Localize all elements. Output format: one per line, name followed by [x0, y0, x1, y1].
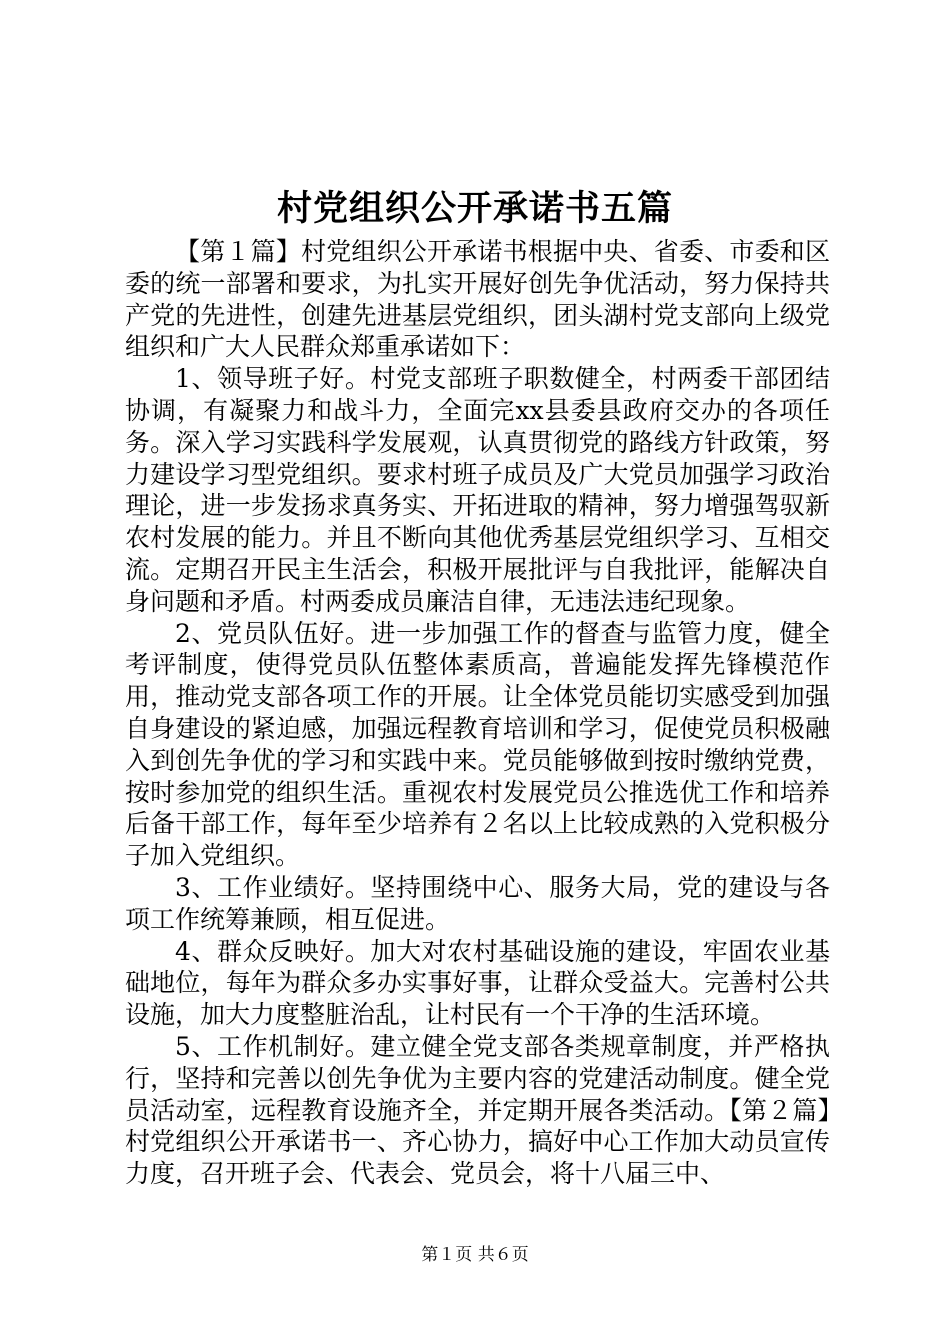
document-title: 村党组织公开承诺书五篇 [276, 188, 673, 229]
paragraph-item-3: 3、工作业绩好。坚持围绕中心、服务大局，党的建设与各项工作统筹兼顾，相互促进。 [125, 872, 830, 934]
paragraph-item-1: 1、领导班子好。村党支部班子职数健全，村两委干部团结协调，有凝聚力和战斗力，全面完xx县委县政府交办的各项任务。深入学习实践科学发展观，认真贯彻党的路线方针政策，努力建设学习型党组织。要求村班子成员及广大党员加强学习政治理论，进一步发扬求真务实、开拓进取的精神，努力增强驾驭新农村发展的能力。并且不断向其他优秀基层党组织学习、互相交流。定期召开民主生活会，积极开展批评与自我批评，能解决自身问题和矛盾。村两委成员廉洁自律，无违法违纪现象。 [125, 364, 830, 616]
paragraph-intro: 【第１篇】村党组织公开承诺书根据中央、省委、市委和区委的统一部署和要求，为扎实开展好创先争优活动，努力保持共产党的先进性，创建先进基层党组织，团头湖村党支部向上级党组织和广大人民群众郑重承诺如下： [125, 237, 830, 362]
paragraph-item-2: 2、党员队伍好。进一步加强工作的督查与监管力度，健全考评制度，使得党员队伍整体素质高，普遍能发挥先锋模范作用，推动党支部各项工作的开展。让全体党员能切实感受到加强自身建设的紧迫感，加强远程教育培训和学习，促使党员积极融入到创先争优的学习和实践中来。党员能够做到按时缴纳党费，按时参加党的组织生活。重视农村发展党员公推选优工作和培养后备干部工作，每年至少培养有２名以上比较成熟的入党积极分子加入党组织。 [125, 618, 830, 871]
paragraph-item-4: 4、群众反映好。加大对农村基础设施的建设，牢固农业基础地位，每年为群众多办实事好事，让群众受益大。完善村公共设施，加大力度整脏治乱，让村民有一个干净的生活环境。 [125, 936, 830, 1030]
paragraph-item-5: 5、工作机制好。建立健全党支部各类规章制度，并严格执行，坚持和完善以创先争优为主要内容的党建活动制度。健全党员活动室，远程教育设施齐全，并定期开展各类活动。【第２篇】村党组织公开承诺书一、齐心协力，搞好中心工作加大动员宣传力度，召开班子会、代表会、党员会，将十八届三中、 [125, 1031, 830, 1189]
page-number-footer: 第１页 共６页 [421, 1245, 529, 1265]
document-body [125, 236, 830, 1190]
